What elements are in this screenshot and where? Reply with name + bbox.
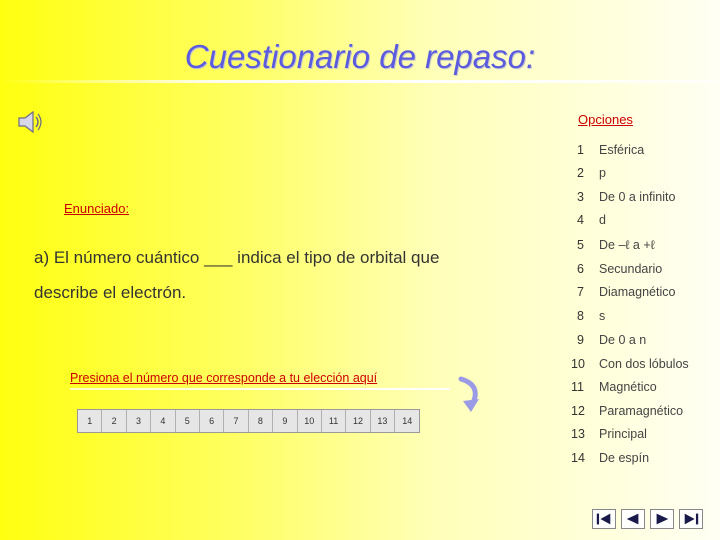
option-label: Paramagnético — [599, 404, 684, 418]
answer-button-9[interactable]: 9 — [273, 410, 297, 432]
option-14 — [571, 451, 649, 465]
option-8 — [577, 309, 605, 323]
previous-slide-icon[interactable] — [621, 509, 645, 529]
option-4 — [577, 213, 606, 227]
option-number: 13 — [571, 427, 585, 441]
answer-button-1[interactable]: 1 — [78, 410, 102, 432]
option-6 — [577, 262, 662, 276]
option-label: Magnético — [599, 380, 657, 394]
option-10 — [571, 357, 689, 371]
option-label: Con dos lóbulos — [599, 357, 689, 371]
option-number: 9 — [577, 333, 584, 347]
option-label: Principal — [599, 427, 647, 441]
option-number: 7 — [577, 285, 584, 299]
last-slide-icon[interactable] — [679, 509, 703, 529]
answer-button-5[interactable]: 5 — [176, 410, 200, 432]
options-title: Opciones — [578, 112, 633, 127]
answer-button-8[interactable]: 8 — [249, 410, 273, 432]
page-title: Cuestionario de repaso: — [184, 38, 536, 75]
option-label: De 0 a n — [599, 333, 647, 347]
option-number: 1 — [577, 143, 584, 157]
option-2 — [577, 166, 606, 180]
option-number: 8 — [577, 309, 584, 323]
option-number: 4 — [577, 213, 584, 227]
answer-button-12[interactable]: 12 — [346, 410, 370, 432]
answer-button-6[interactable]: 6 — [200, 410, 224, 432]
option-number: 11 — [571, 380, 584, 394]
option-1 — [577, 143, 644, 157]
answer-button-13[interactable]: 13 — [371, 410, 395, 432]
answer-button-4[interactable]: 4 — [151, 410, 175, 432]
option-12 — [571, 404, 683, 418]
answer-button-7[interactable]: 7 — [224, 410, 248, 432]
option-label: De –ℓ a +ℓ — [599, 238, 655, 252]
option-label: d — [599, 213, 606, 227]
option-label: De espín — [599, 451, 650, 465]
answer-button-14[interactable]: 14 — [395, 410, 419, 432]
option-number: 12 — [571, 404, 585, 418]
option-5 — [577, 238, 655, 252]
answer-button-2[interactable]: 2 — [102, 410, 126, 432]
speaker-icon[interactable] — [16, 109, 44, 135]
answer-button-10[interactable]: 10 — [298, 410, 322, 432]
answer-button-3[interactable]: 3 — [127, 410, 151, 432]
option-11 — [571, 380, 657, 394]
option-label: Diamagnético — [599, 285, 676, 299]
option-label: Esférica — [599, 143, 645, 157]
prompt-underline — [70, 388, 450, 390]
option-7 — [577, 285, 675, 299]
first-slide-icon[interactable] — [592, 509, 616, 529]
option-13 — [571, 427, 647, 441]
option-label: Secundario — [599, 262, 663, 276]
option-number: 2 — [577, 166, 584, 180]
option-9 — [577, 333, 646, 347]
title-underline — [0, 80, 720, 83]
option-number: 14 — [571, 451, 585, 465]
option-number: 5 — [577, 238, 584, 252]
answer-button-11[interactable]: 11 — [322, 410, 346, 432]
curved-arrow-icon — [453, 375, 483, 413]
option-number: 10 — [571, 357, 585, 371]
enunciado-label: Enunciado: — [64, 201, 130, 216]
answer-prompt: Presiona el número que corresponde a tu elección aquí — [70, 371, 378, 385]
next-slide-icon[interactable] — [650, 509, 674, 529]
question-text-line2: describe el electrón. — [34, 283, 187, 302]
answer-button-row — [77, 409, 420, 433]
option-label: De 0 a infinito — [599, 190, 676, 204]
option-label: p — [599, 166, 606, 180]
option-number: 3 — [577, 190, 584, 204]
question-text-line1: a) El número cuántico ___ indica el tipo de orbital que — [34, 248, 440, 267]
option-label: s — [599, 309, 606, 323]
option-3 — [577, 190, 675, 204]
option-number: 6 — [577, 262, 584, 276]
